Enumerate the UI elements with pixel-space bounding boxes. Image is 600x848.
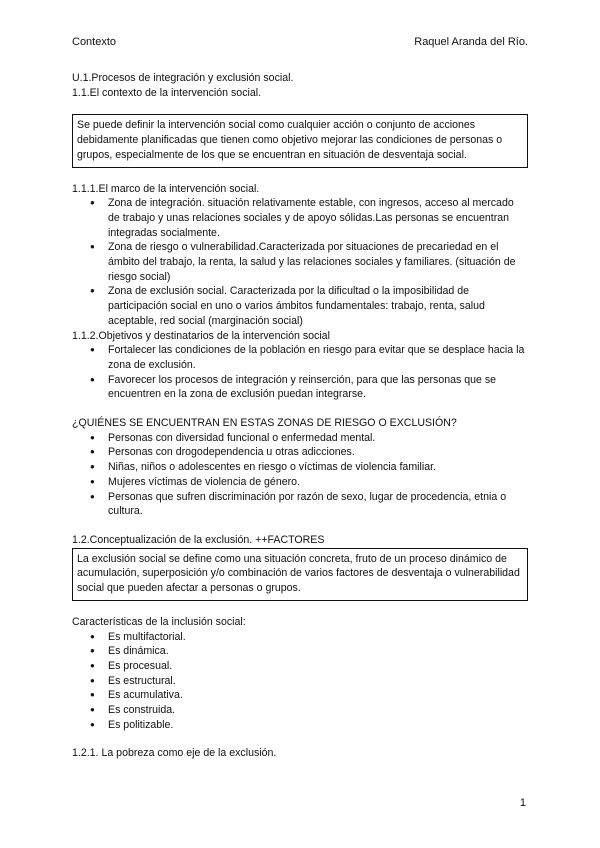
definition-text: Se puede definir la intervención social como cualquier acción o conjunto de acciones debidamente planificadas que tienen como objetivo mejorar las condiciones de personas o grupos, especialmente de los que se encuentran en situación de desventaja social. [77, 119, 503, 161]
list-item: ● Es acumulativa. [72, 688, 528, 703]
list-item: ● Es construida. [72, 703, 528, 718]
risk-groups-list [72, 431, 528, 519]
list-item: ● Personas con drogodependencia u otras adicciones. [72, 445, 528, 460]
list-item: ● Es multifactorial. [72, 630, 528, 645]
header-right: Raquel Aranda del Río. [414, 36, 528, 48]
page-content [72, 71, 528, 761]
characteristics-list [72, 630, 528, 733]
list-item: ● Es estructural. [72, 674, 528, 689]
header-left: Contexto [72, 36, 117, 48]
list-item: ● Zona de integración. situación relativamente estable, con ingresos, acceso al mercado de trabajo y unas relaciones sociales y de apoyo sólidas.Las personas se encuentran integradas socialmente. [72, 196, 528, 240]
section-heading-1-2-1: 1.2.1. La pobreza como eje de la exclusión. [72, 747, 277, 760]
page-number: 1 [519, 797, 526, 809]
list-item: ● Zona de exclusión social. Caracterizada por la dificultad o la imposibilidad de participación social en uno o varios ámbitos fundamentales: trabajo, renta, salud aceptable, red social (marginación social) [72, 284, 528, 328]
section-heading-1-1: 1.1.El contexto de la intervención social. [72, 86, 262, 99]
list-item: ● Niñas, niños o adolescentes en riesgo o víctimas de violencia familiar. [72, 460, 528, 475]
definition-box-exclusion [72, 548, 528, 601]
list-item: ● Fortalecer las condiciones de la población en riesgo para evitar que se desplace hacia la zona de exclusión. [72, 343, 528, 372]
objectives-list [72, 343, 528, 402]
list-item: ● Favorecer los procesos de integración y reinserción, para que las personas que se encuentren en la zona de exclusión puedan integrarse. [72, 373, 528, 402]
section-heading-1-1-1: 1.1.1.El marco de la intervención social. [72, 182, 260, 195]
definition-box-intervention [72, 114, 528, 167]
definition-text: La exclusión social se define como una situación concreta, fruto de un proceso dinámico de acumulación, superposición y/o combinación de varios factores de desventaja o vulnerabilidad social que pueden afectar a personas o grupos. [77, 552, 520, 595]
list-item: ● Mujeres víctimas de violencia de género. [72, 475, 528, 490]
list-item: ● Es procesual. [72, 659, 528, 674]
unit-title: U.1.Procesos de integración y exclusión social. [72, 72, 294, 84]
characteristics-heading: Características de la inclusión social: [72, 615, 246, 628]
zones-list [72, 196, 528, 328]
list-item: ● Personas con diversidad funcional o enfermedad mental. [72, 431, 528, 446]
list-item: ● Es dinámica. [72, 644, 528, 659]
section-heading-1-1-2: 1.1.2.Objetivos y destinatarios de la intervención social [72, 329, 330, 342]
section-heading-1-2: 1.2.Conceptualización de la exclusión. ++FACTORES [72, 533, 325, 546]
list-item: ● Personas que sufren discriminación por razón de sexo, lugar de procedencia, etnia o cultura. [72, 490, 528, 519]
list-item: ● Zona de riesgo o vulnerabilidad.Caracterizada por situaciones de precariedad en el ámbito del trabajo, la renta, la salud y las relaciones sociales y familiares. (situación de riesgo social) [72, 240, 528, 284]
list-item: ● Es politizable. [72, 718, 528, 733]
question-heading: ¿QUIÉNES SE ENCUENTRAN EN ESTAS ZONAS DE RIESGO O EXCLUSIÓN? [72, 417, 457, 430]
